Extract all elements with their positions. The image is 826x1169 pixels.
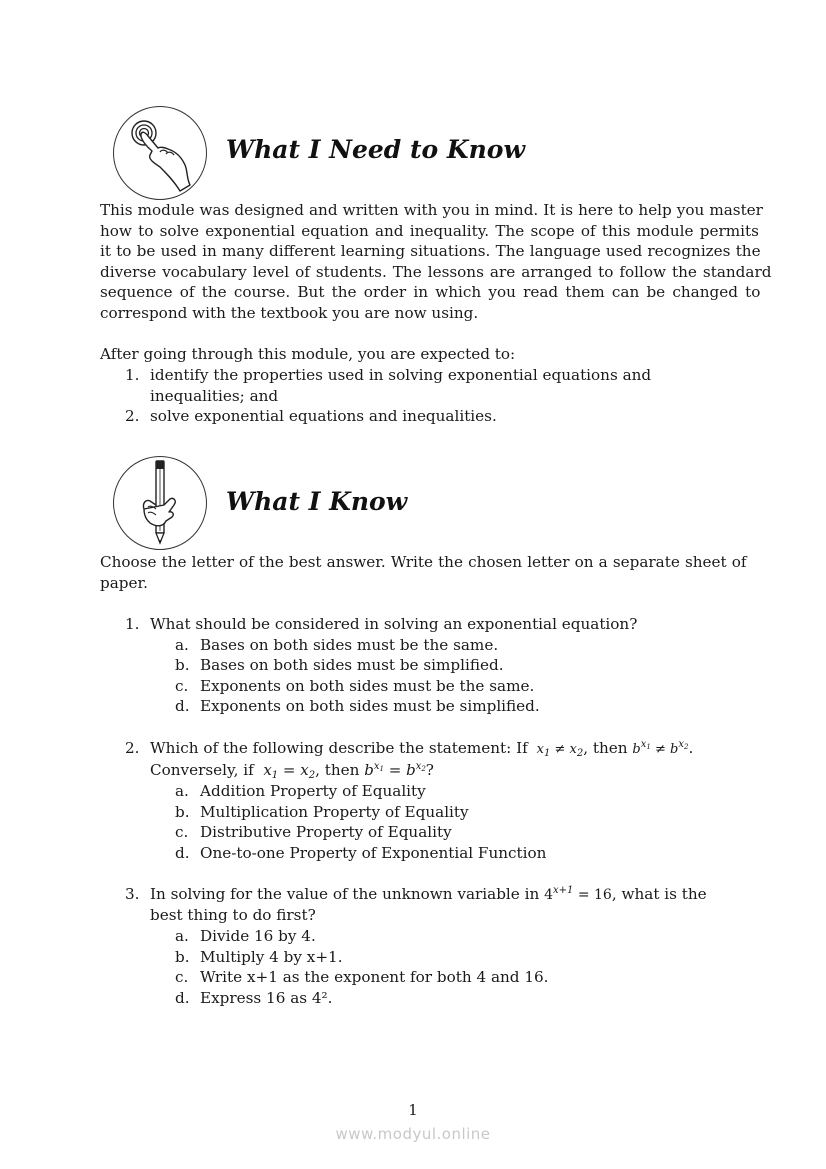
objective-number: 2.: [125, 407, 140, 426]
choice-text: Addition Property of Equality: [200, 782, 426, 800]
intro-line: correspond with the textbook you are now using.: [100, 304, 479, 322]
question-text-part: Conversely, if: [150, 761, 254, 779]
question-text-part: Which of the following describe the statement: If: [150, 739, 528, 757]
objectives-lead: After going through this module, you are expected to:: [100, 345, 516, 363]
objective-number: 1.: [125, 366, 140, 384]
objective-text: inequalities; and: [150, 386, 279, 405]
choice-letter: c.: [175, 968, 189, 987]
question-number: 1.: [125, 615, 140, 633]
question-text: Conversely, if $x_1 = x_2$, then $b^{x_1} = b^{x_2}$?: [150, 761, 434, 781]
choice-letter: d.: [175, 988, 190, 1007]
question-text: What should be considered in solving an exponential equation?: [150, 615, 638, 633]
question-text-part: In solving for the value of the unknown variable in: [150, 885, 540, 903]
question-text: best thing to do first?: [150, 906, 316, 924]
choice-letter: a.: [175, 927, 189, 945]
intro-line: diverse vocabulary level of students. The lessons are arranged to follow the standard: [100, 262, 772, 281]
math-result: $b^{x_1} = b^{x_2}$: [364, 761, 426, 779]
choice-letter: c.: [175, 676, 189, 695]
choice-letter: b.: [175, 656, 190, 675]
intro-line: This module was designed and written with you in mind. It is here to help you master: [100, 201, 763, 219]
math-condition: $x_1 \ne x_2$: [532, 742, 584, 759]
page-number: 1: [408, 1101, 418, 1119]
choice-letter: b.: [175, 802, 190, 821]
watermark: www.modyul.online: [335, 1125, 491, 1143]
question-text-part: , then: [583, 739, 628, 757]
choice-letter: a.: [175, 635, 189, 654]
choice-letter: a.: [175, 782, 189, 800]
pencil-hand-icon: [113, 456, 207, 550]
intro-line: how to solve exponential equation and inequality. The scope of this module permits: [100, 221, 759, 240]
choice-letter: c.: [175, 823, 189, 842]
intro-line: sequence of the course. But the order in which you read them can be changed to: [100, 283, 761, 302]
section-title-what-i-need-to-know: What I Need to Know: [226, 135, 525, 164]
choice-letter: d.: [175, 697, 190, 716]
choice-text: Bases on both sides must be simplified.: [200, 656, 504, 675]
touch-hand-icon: [113, 106, 207, 200]
math-condition: $x_1 = x_2$: [258, 761, 316, 781]
instruction-line: paper.: [100, 573, 148, 592]
choice-text: Divide 16 by 4.: [200, 927, 316, 945]
choice-text: Bases on both sides must be the same.: [200, 635, 499, 654]
math-equation: $4^{x+1} = 16$: [544, 885, 612, 903]
question-text-part: , what is the: [611, 885, 707, 903]
objective-text: solve exponential equations and inequalities.: [150, 407, 497, 426]
question-text-part: , then: [315, 761, 360, 779]
choice-text: One-to-one Property of Exponential Function: [200, 843, 547, 862]
choice-letter: d.: [175, 843, 190, 862]
math-result: $b^{x_1} \ne b^{x_2}$: [632, 739, 689, 757]
choice-text: Exponents on both sides must be the same.: [200, 676, 535, 695]
intro-line: it to be used in many different learning situations. The language used recognizes the: [100, 242, 761, 261]
choice-text: Multiplication Property of Equality: [200, 802, 469, 821]
choice-text: Express 16 as 4².: [200, 988, 333, 1007]
objective-text: identify the properties used in solving exponential equations and: [150, 366, 652, 384]
section-title-what-i-know: What I Know: [226, 487, 408, 516]
question-text: Which of the following describe the statement: If $x_1 \ne x_2$, then $b^{x_1} \ne b^{x_2}$.: [150, 739, 694, 759]
instruction-line: Choose the letter of the best answer. Write the chosen letter on a separate sheet of: [100, 553, 747, 571]
question-number: 2.: [125, 739, 140, 757]
choice-text: Exponents on both sides must be simplified.: [200, 697, 540, 716]
question-number: 3.: [125, 885, 140, 903]
choice-text: Distributive Property of Equality: [200, 823, 452, 842]
choice-letter: b.: [175, 947, 190, 966]
choice-text: Write x+1 as the exponent for both 4 and 16.: [200, 968, 549, 987]
choice-text: Multiply 4 by x+1.: [200, 947, 343, 966]
question-text: [150, 884, 707, 906]
